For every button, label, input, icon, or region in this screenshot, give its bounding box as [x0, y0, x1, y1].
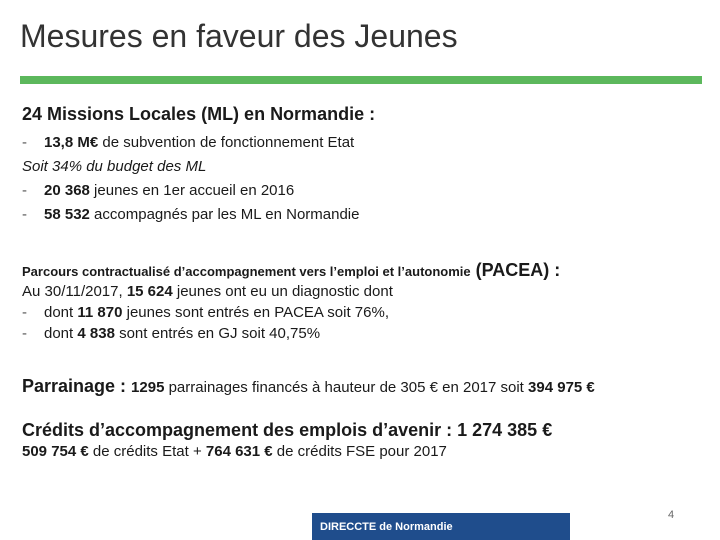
line-suffix: jeunes ont eu un diagnostic dont	[172, 283, 393, 300]
bullet-value: 4 838	[77, 325, 115, 342]
bullet-value: 11 870	[77, 304, 123, 321]
bullet-text: de subvention de fonctionnement Etat	[98, 134, 355, 151]
pacea-heading-acronym: (PACEA) :	[470, 260, 561, 280]
bullet-prefix: dont	[44, 325, 78, 342]
list-item	[22, 203, 375, 227]
bullet-text: jeunes en 1er accueil en 2016	[89, 182, 295, 199]
list-item	[22, 323, 560, 344]
bullet-text: accompagnés par les ML en Normandie	[89, 206, 360, 223]
pacea-heading-text: Parcours contractualisé d’accompagnement vers l’emploi et l’autonomie	[22, 264, 471, 279]
list-item	[22, 302, 560, 323]
section-missions-locales	[22, 104, 375, 227]
page-number: 4	[668, 509, 675, 521]
bullet-dash: -	[22, 325, 27, 342]
credits-text: de crédits Etat +	[88, 443, 206, 460]
budget-note: Soit 34% du budget des ML	[22, 158, 207, 175]
bullet-suffix: sont entrés en GJ soit 40,75%	[114, 325, 321, 342]
title-underline-bar	[20, 76, 702, 84]
credits-text: de crédits FSE pour 2017	[272, 443, 447, 460]
credits-etat-value: 509 754 €	[22, 443, 89, 460]
line-value: 15 624	[126, 283, 173, 300]
bullet-dash: -	[22, 304, 27, 321]
bullet-prefix: dont	[44, 304, 78, 321]
parrainage-total: 394 975 €	[528, 379, 595, 396]
logo-text: DIRECCTE de Normandie	[320, 520, 453, 533]
section-pacea	[22, 260, 560, 344]
credits-line	[22, 441, 552, 462]
page-title: Mesures en faveur des Jeunes	[20, 18, 458, 54]
list-item	[22, 131, 375, 155]
diagnostic-line	[22, 281, 560, 302]
credits-fse-value: 764 631 €	[205, 443, 273, 460]
bullet-suffix: jeunes sont entrés en PACEA soit 76%,	[122, 304, 389, 321]
parrainage-text: parrainages financés à hauteur de 305 € en 2017 soit	[164, 379, 529, 396]
direccte-logo	[312, 513, 570, 540]
bullet-value: 58 532	[44, 206, 90, 223]
emplois-avenir-heading: Crédits d’accompagnement des emplois d’avenir : 1 274 385 €	[22, 420, 553, 440]
section1-heading: 24 Missions Locales (ML) en Normandie :	[22, 104, 376, 124]
list-item	[22, 179, 375, 203]
parrainage-count: 1295	[131, 379, 165, 396]
bullet-dash: -	[22, 182, 27, 199]
parrainage-label: Parrainage :	[22, 376, 132, 396]
bullet-dash: -	[22, 206, 27, 223]
line-prefix: Au 30/11/2017,	[22, 283, 127, 300]
section-parrainage	[22, 376, 595, 397]
section-emplois-avenir	[22, 420, 552, 462]
bullet-value: 13,8 M€	[44, 134, 99, 151]
bullet-dash: -	[22, 134, 27, 151]
bullet-value: 20 368	[44, 182, 90, 199]
section2-heading	[22, 260, 560, 281]
